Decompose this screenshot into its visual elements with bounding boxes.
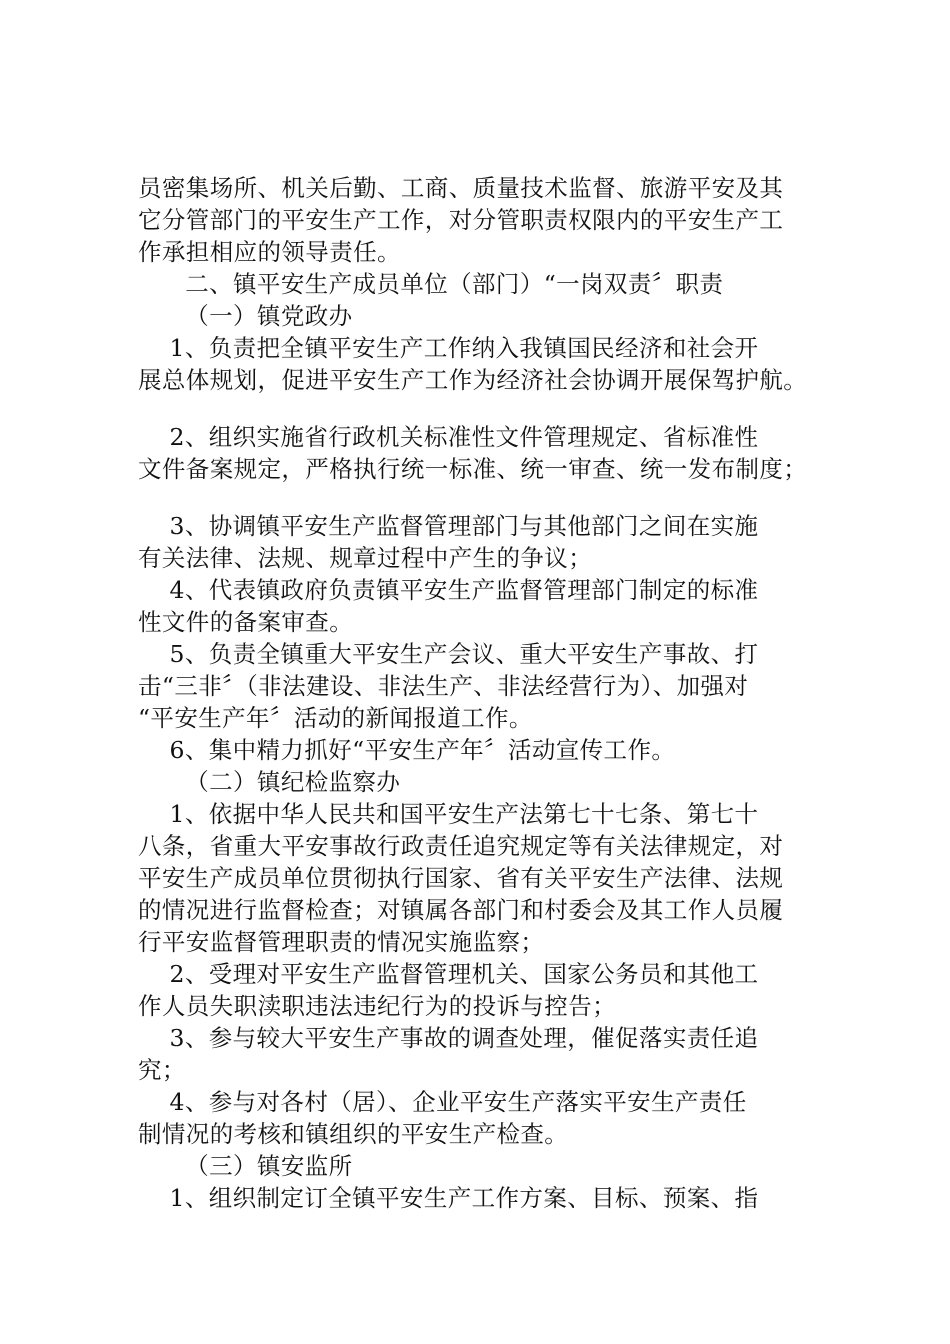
paragraph-party-item-4: 4、代表镇政府负责镇平安生产监督管理部门制定的标准 性文件的备案审查。 (138, 576, 759, 636)
subheading-safety-office: （三）镇安监所 (138, 1152, 353, 1180)
paragraph-safety-item-1: 1、组织制定订全镇平安生产工作方案、目标、预案、指 (138, 1184, 759, 1212)
paragraph-discipline-item-2: 2、受理对平安生产监督管理机关、国家公务员和其他工 作人员失职渎职违法违纪行为的投诉与控告； (138, 960, 759, 1020)
paragraph-party-item-6: 6、集中精力抓好“平安生产年〞活动宣传工作。 (138, 736, 676, 764)
paragraph-party-item-5: 5、负责全镇重大平安生产会议、重大平安生产事故、打 击“三非〞（非法建设、非法生产、非法经营行为）、加强对 “平安生产年〞活动的新闻报道工作。 (138, 640, 759, 732)
paragraph-discipline-item-1: 1、依据中华人民共和国平安生产法第七十七条、第七十 八条，省重大平安事故行政责任追究规定等有关法律规定，对 平安生产成员单位贯彻执行国家、省有关平安生产法律、法规 的情况进行监督检查；对镇属各部门和村委会及其工作人员履 行平安监督管理职责的情况实施监察； (138, 800, 784, 956)
paragraph-discipline-item-4: 4、参与对各村（居）、企业平安生产落实平安生产责任 制情况的考核和镇组织的平安生产检查。 (138, 1088, 747, 1148)
subheading-discipline-office: （二）镇纪检监察办 (138, 768, 401, 796)
paragraph-continuation: 员密集场所、机关后勤、工商、质量技术监督、旅游平安及其 它分管部门的平安生产工作，对分管职责权限内的平安生产工 作承担相应的领导责任。 (138, 174, 784, 266)
subheading-party-office: （一）镇党政办 (138, 302, 353, 330)
paragraph-party-item-1: 1、负责把全镇平安生产工作纳入我镇国民经济和社会开 展总体规划，促进平安生产工作为经济社会协调开展保驾护航。 (138, 334, 808, 394)
paragraph-discipline-item-3: 3、参与较大平安生产事故的调查处理，催促落实责任追 究； (138, 1024, 759, 1084)
paragraph-party-item-3: 3、协调镇平安生产监督管理部门与其他部门之间在实施 有关法律、法规、规章过程中产生的争议； (138, 512, 759, 572)
paragraph-party-item-2: 2、组织实施省行政机关标准性文件管理规定、省标准性 文件备案规定，严格执行统一标准、统一审查、统一发布制度； (138, 423, 808, 483)
section-heading-two: 二、镇平安生产成员单位（部门）“一岗双责〞职责 (138, 270, 724, 298)
